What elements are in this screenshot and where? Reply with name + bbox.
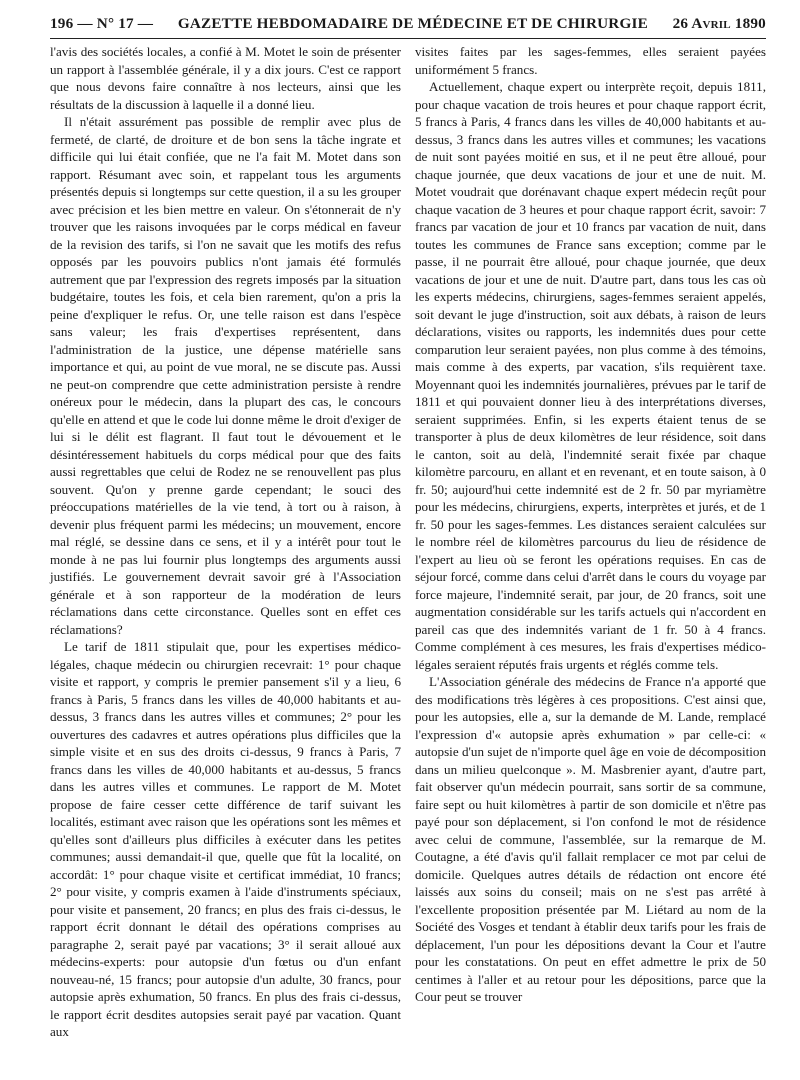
paragraph: visites faites par les sages-femmes, elles seraient payées uniformément 5 francs. <box>415 44 766 77</box>
left-column <box>50 43 401 1041</box>
paragraph: Il n'était assurément pas possible de remplir avec plus de fermeté, de clarté, de droiture et de bon sens la tâche ingrate et difficile qui lui était confiée, que ne l'a fait M. Motet dans son rapport. Résumant avec soin, et rappelant tous les arguments présentés depuis si longtemps sur cette question, il a su les grouper avec précision et les bien mettre en valeur. On s'étonnerait de n'y trouver que les raisons invoquées par le corps médical en faveur de la revision des tarifs, si l'on ne savait que les motifs des refus opposés par les pouvoirs publics n'ont jamais été formulés autrement que par l'expression des regrets imposés par la situation budgétaire, toutes les fois, et cela bien rarement, qu'on a pris la peine d'expliquer le refus. Or, une telle raison est dans l'espèce sans valeur; les frais d'expertises représentent, dans l'administration de la justice, une dépense matérielle sans importance et qui, au point de vue moral, ne se discute pas. Aussi ne peut-on comprendre que cette administration persiste à rendre onéreux pour le médecin, dans la plupart des cas, le concours qu'elle en attend et que le code lui donne même le droit d'exiger de lui si le délit est flagrant. Il faut tout le dévouement et le désintéressement habituels du corps médical pour que des faits aussi regrettables que celui de Rodez ne se renouvellent pas plus souvent. Qu'on y prenne garde cependant; le souci des préoccupations matérielles de la vie tend, à tort ou à raison, à devenir plus fréquent parmi les médecins; un mouvement, encore mal réglé, se dessine dans ce sens, et il y a intérêt pour tout le monde à ne pas lui fournir plus longtemps des arguments aussi justifiés. Le gouvernement devrait savoir gré à l'Association générale et à son rapporteur de la modération de leurs réclamations dans cette circonstance. Quelles sont en effet ces réclamations? <box>50 114 401 637</box>
paragraph: Actuellement, chaque expert ou interprète reçoit, depuis 1811, pour chaque vacation de trois heures et pour chaque rapport écrit, 5 francs à Paris, 4 francs dans les villes de 40,000 habitants et au-dessus, 3 francs dans les autres villes et communes; les vacations de nuit sont payées moitié en sus, et il ne peut être alloué, pour chaque journée, que deux vacations de jour et une de nuit. M. Motet voudrait que dorénavant chaque expert médecin reçût pour chaque vacation de 3 heures et pour chaque rapport écrit, savoir: 7 francs par vacation de jour et 10 francs par vacation de nuit, dans toutes les communes de France sans exception; comme par le passe, il ne pourrait être alloué, pour chaque journée, que deux vacations de jour et une de nuit. D'autre part, dans tous les cas où les experts médecins, chirurgiens, sages-femmes seraient appelés, soit devant le juge d'instruction, soit aux débats, à raison de leurs déclarations, visites ou rapports, les indemnités dues pour cette comparution leur seraient payées, non plus comme à des témoins, mais comme à des experts, par vacation, s'ils requièrent taxe. Moyennant quoi les indemnités journalières, prévues par le tarif de 1811 et qui pouvaient donner lieu à des interprétations diverses, seraient supprimées. Enfin, si les experts étaient tenus de se transporter à plus de deux kilomètres de leur résidence, soit dans le canton, soit au delà, l'indemnité serait fixée par chaque kilomètre parcouru, en allant et en revenant, et en toute saison, à 0 fr. 50; aujourd'hui cette indemnité est de 2 fr. 50 par myriamètre pour les médecins, chirurgiens, experts, interprètes et jurés, et de 1 fr. 50 pour les sages-femmes. Les distances seraient calculées sur le nombre réel de kilomètres parcourus du lieu de résidence de l'expert au lieu où se feront les opérations requises. En cas de séjour forcé, comme dans celui d'arrêt dans le cours du voyage par force majeure, l'indemnité serait, par jour, de 20 francs, soit une augmentation considérable sur les tarifs actuels qui n'accordent en pareil cas que des indemnités variant de 1 fr. 50 à 4 francs. Comme complément à ces mesures, les frais d'expertises médico-légales seraient réputés frais urgents et réglés comme tels. <box>415 79 766 672</box>
running-header <box>50 10 766 39</box>
issue-number: N° 17 <box>96 15 134 32</box>
issue-date: 26 Avril 1890 <box>672 15 766 32</box>
right-column <box>415 43 766 1041</box>
paragraph: l'avis des sociétés locales, a confié à M. Motet le soin de présenter un rapport à l'assemblée générale, il y a dix jours. C'est ce rapport que nous devons faire connaître à nos lecteurs, ainsi que les résultats de la discussion à laquelle il a donné lieu. <box>50 44 401 112</box>
page-number-block: 196 — N° 17 — <box>50 15 154 32</box>
paragraph: L'Association générale des médecins de France n'a apporté que des modifications très légères à ces propositions. C'est ainsi que, pour les autopsies, elle a, sur la demande de M. Lande, remplacé l'expression d'« autopsie après exhumation » par celle-ci: « autopsie d'un sujet de n'importe quel âge en voie de décomposition dans un milieu quelconque ». M. Masbrenier ayant, d'autre part, fait observer qu'un médecin pourrait, sans sortir de sa commune, faire sept ou huit kilomètres à partir de son domicile et n'être pas payé pour son déplacement, si l'on confond le mot de résidence avec celui de commune, l'assemblée, sur la remarque de M. Coutagne, a été d'avis qu'il fallait remplacer ce mot par celui de domicile. Quelques autres détails de rédaction ont encore été laissés aux soins du conseil; mais on ne s'est pas arrêté à l'excellente proposition présentée par M. Liétard au nom de la Société des Vosges et tendant à établir deux tarifs pour les frais de déplacement, l'un pour les dépositions devant la Cour et l'autre pour les constatations. On peut en effet admettre le prix de 50 centimes à l'aller et au retour pour les dépositions, parce que la Cour peut se trouver <box>415 674 766 1004</box>
paragraph: Le tarif de 1811 stipulait que, pour les expertises médico-légales, chaque médecin ou chirurgien recevrait: 1° pour chaque visite et rapport, y compris le premier pansement s'il y a lieu, 6 francs à Paris, 5 francs dans les villes de 40,000 habitants et au-dessus, 3 francs dans les autres villes et communes; 2° pour les ouvertures des cadavres et autres opérations plus difficiles que la simple visite et en sus des droits ci-dessus, 9 francs à Paris, 7 francs dans les villes de 40,000 habitants et au-dessus, 5 francs dans les autres villes et communes. Le rapport de M. Motet propose de faire cesser cette différence de tarif suivant les localités, estimant avec raison que les opérations sont les mêmes et qu'elles sont d'ailleurs plus difficiles à exécuter dans les petites communes; aussi demandait-il que, quelle que fût la localité, on accordât: 1° pour chaque visite et certificat immédiat, 10 francs; 2° pour visite, y compris examen à l'aide d'instruments spéciaux, pour visite et pansement, 20 francs; en plus des frais ci-dessus, le rapport écrit donnant le détail des opérations comprises au paragraphe 2, serait payé par vacations; 3° il serait alloué aux médecins-experts: pour autopsie d'un fœtus ou d'un enfant nouveau-né, 15 francs; pour autopsie d'un adulte, 30 francs, pour autopsie après exhumation, 50 francs. En plus des frais ci-dessus, le rapport écrit desdites autopsies serait payé par vacation. Quant aux <box>50 639 401 1039</box>
article-body <box>50 43 766 1041</box>
journal-title: GAZETTE HEBDOMADAIRE DE MÉDECINE ET DE CHIRURGIE <box>177 15 648 32</box>
page-number: 196 <box>50 15 74 32</box>
